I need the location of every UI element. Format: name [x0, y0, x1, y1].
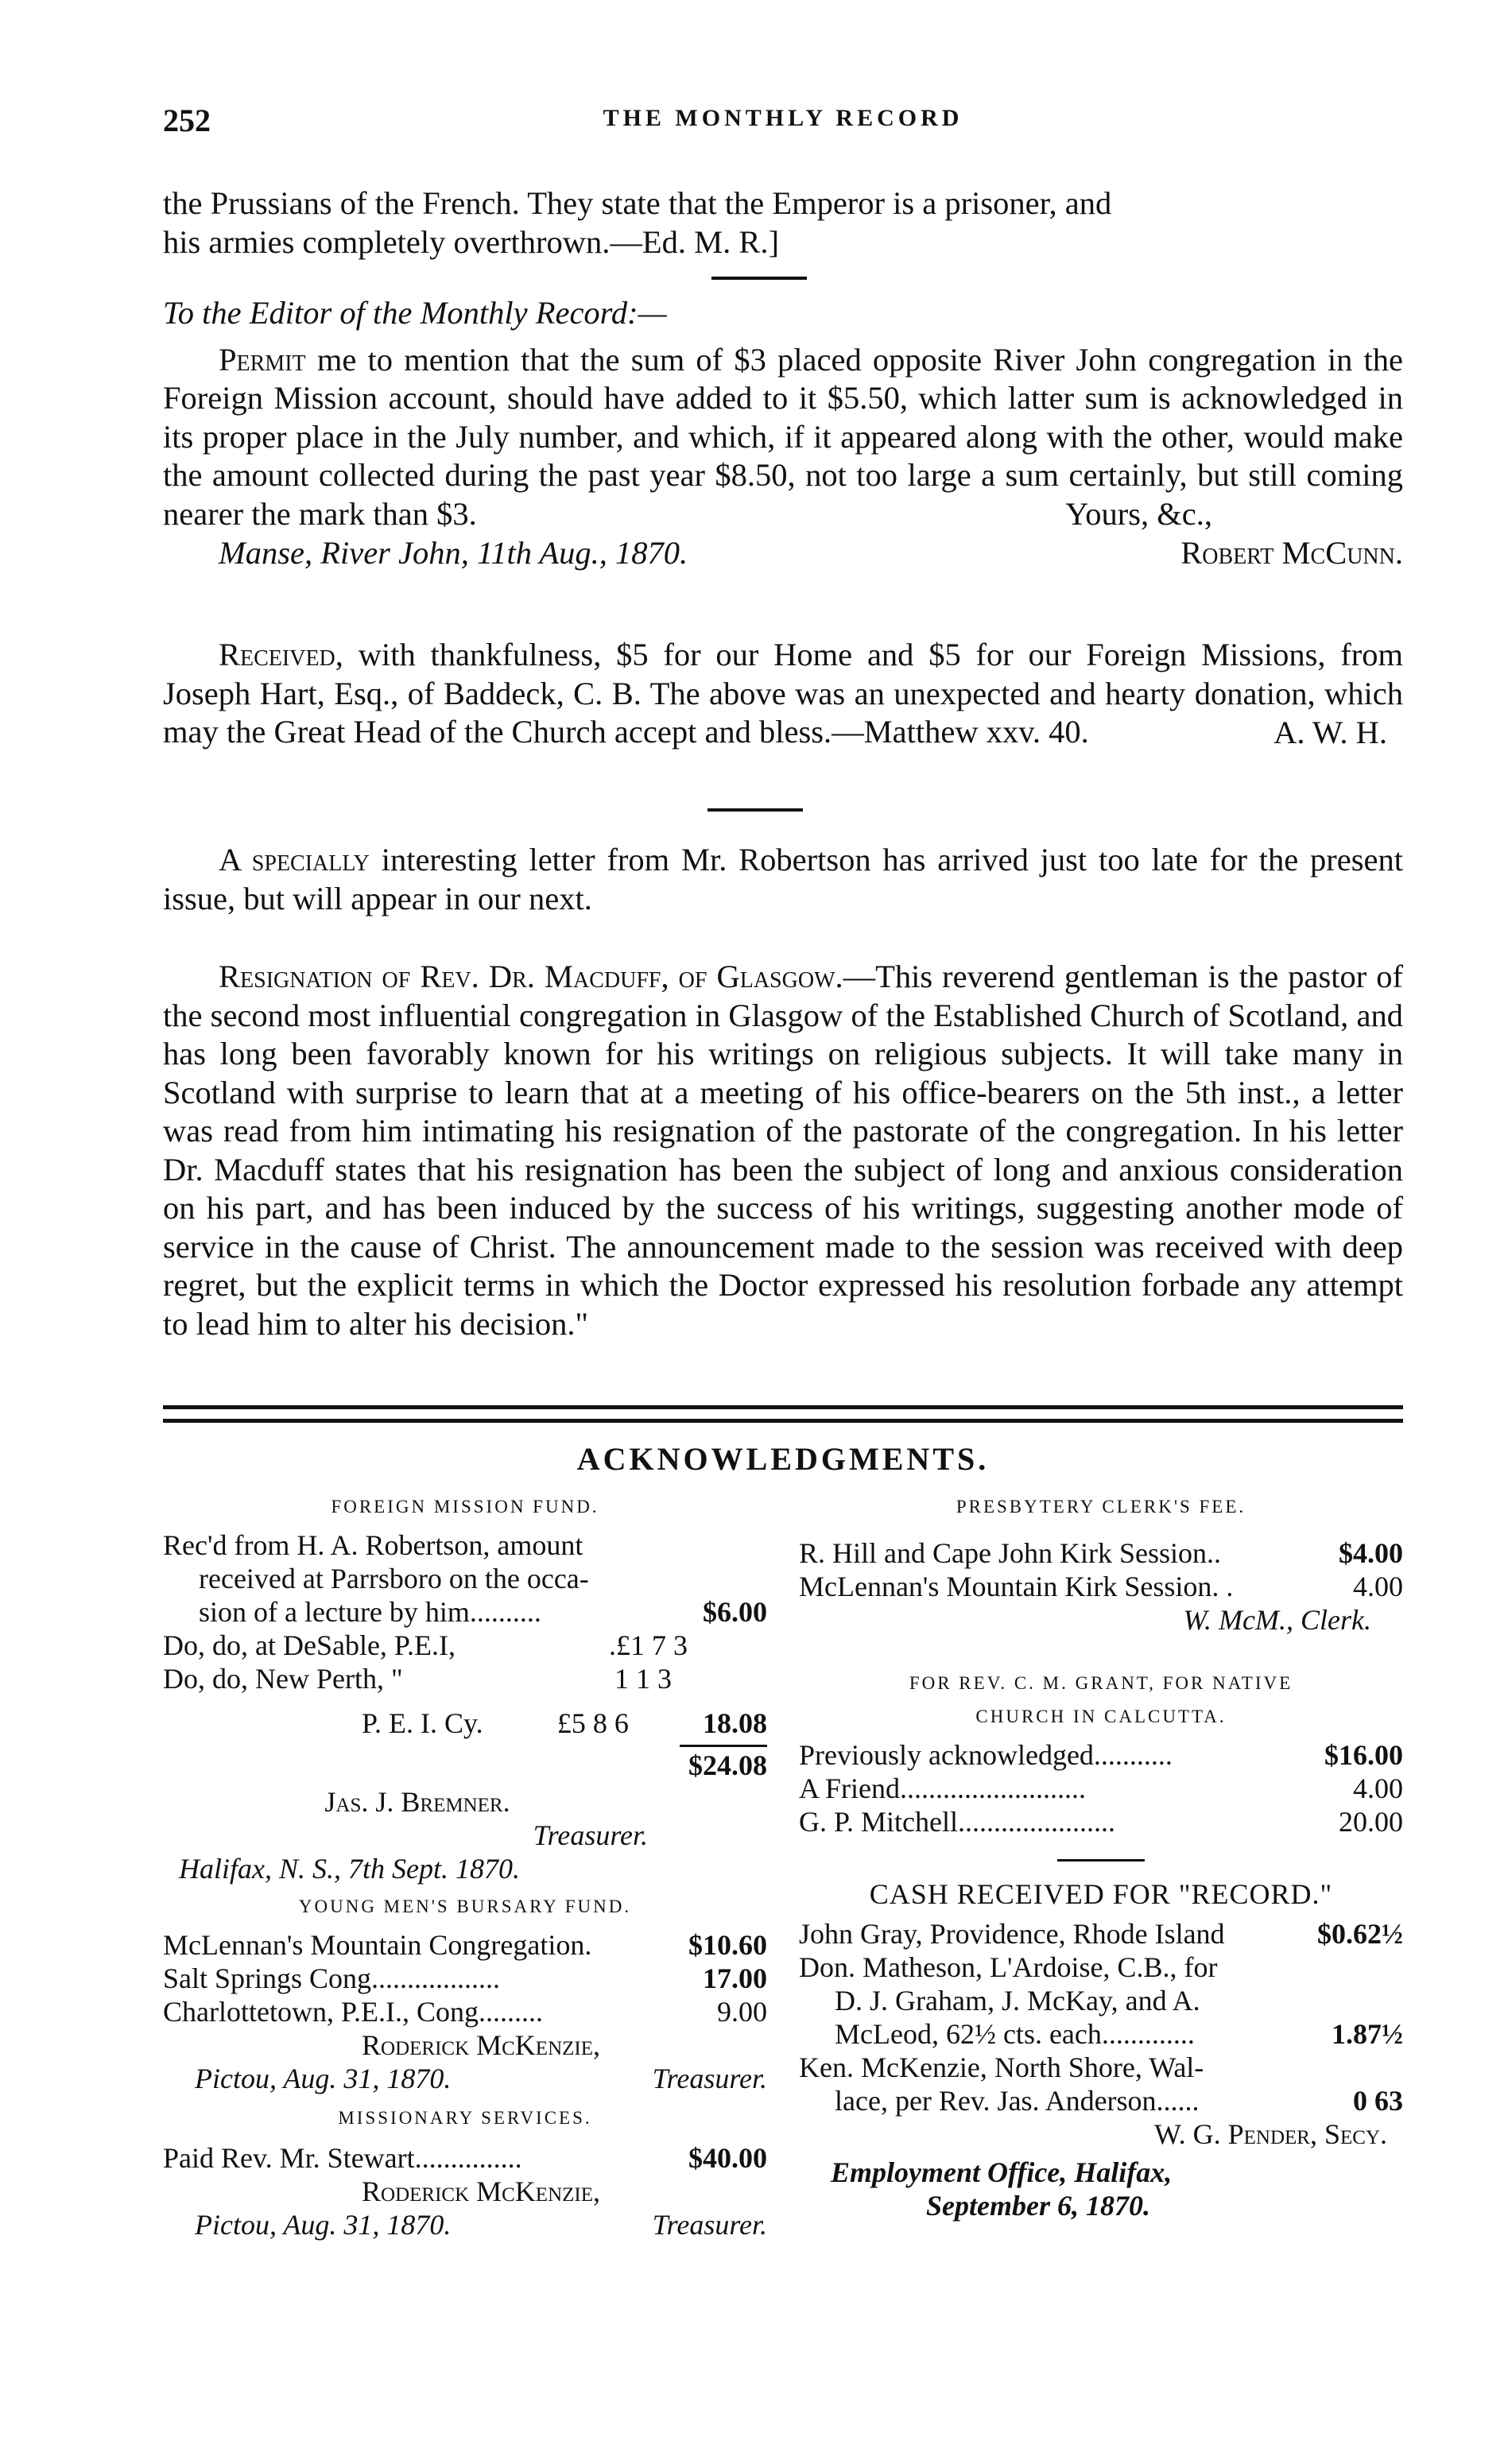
robertson-body — [163, 841, 1403, 918]
item-label: McLennan's Mountain Kirk Session. . — [799, 1571, 1234, 1602]
grant-heading: FOR REV. C. M. GRANT, FOR NATIVE — [909, 1673, 1293, 1693]
resignation-article — [163, 958, 1403, 1343]
foreign-mission-signer: Jas. J. Bremner. — [324, 1786, 510, 1818]
received-text: with thankfulness, $5 for our Home and $5 for our Foreign Missions, from Joseph Hart, Esq., of Baddeck, C. B. The above was an unexpected and hearty donation, which may the Great Head of the Church accept and bless.—Matthew xxv. 40. — [163, 637, 1404, 750]
item-amount: $10.60 — [688, 1929, 767, 1961]
journal-title: THE MONTHLY RECORD — [603, 105, 963, 131]
item-amount: 20.00 — [1339, 1806, 1403, 1838]
young-mens-place-date: Pictou, Aug. 31, 1870. — [195, 2063, 452, 2094]
ack-left-column — [163, 1490, 767, 2241]
item-label: lace, per Rev. Jas. Anderson...... — [835, 2085, 1200, 2117]
foreign-mission-total: $24.08 — [688, 1749, 767, 1781]
subtotal-label: P. E. I. Cy. — [362, 1707, 483, 1739]
item-label: A Friend.......................... — [799, 1772, 1087, 1804]
missionary-heading: MISSIONARY SERVICES. — [338, 2108, 592, 2128]
list-item — [799, 1772, 1403, 1805]
section-double-rule — [163, 1405, 1403, 1423]
foreign-mission-place-date: Halifax, N. S., 7th Sept. 1870. — [179, 1853, 520, 1885]
robertson-lead: A specially — [219, 842, 370, 878]
item-amount: 0 63 — [1353, 2085, 1403, 2117]
young-mens-heading: YOUNG MEN'S BURSARY FUND. — [298, 1896, 632, 1916]
letter-to-editor — [163, 294, 1403, 572]
item-amount: $16.00 — [1324, 1739, 1403, 1771]
presbytery-signer: W. McM., Clerk. — [1183, 1604, 1371, 1636]
letter-closing: Yours, &c., — [1065, 496, 1212, 532]
missionary-signer: Roderick McKenzie, — [362, 2175, 600, 2207]
item-amount: 1.87½ — [1332, 2018, 1403, 2050]
list-item — [799, 1570, 1403, 1603]
item-label: Don. Matheson, L'Ardoise, C.B., for — [799, 1951, 1218, 1983]
robertson-notice — [163, 841, 1403, 918]
intro-line-2: his armies completely overthrown.—Ed. M. R.] — [163, 223, 779, 260]
foreign-mission-entry-2 — [163, 1629, 688, 1662]
subtotal-pounds: £5 8 6 — [556, 1707, 629, 1739]
letter-lead: Permit — [219, 341, 306, 378]
entry-line: received at Parrsboro on the occa- — [199, 1563, 589, 1594]
foreign-mission-subtotal — [163, 1707, 767, 1740]
list-item — [799, 2084, 1403, 2117]
missionary-place-date: Pictou, Aug. 31, 1870. — [195, 2209, 452, 2241]
ack-right-column — [799, 1490, 1403, 2222]
entry-label: Do, do, at DeSable, P.E.I, — [163, 1629, 456, 1661]
young-mens-signer: Roderick McKenzie, — [362, 2029, 600, 2061]
received-notice — [163, 636, 1403, 752]
list-item — [799, 1917, 1403, 1951]
foreign-mission-heading: FOREIGN MISSION FUND. — [331, 1497, 599, 1517]
acknowledgments-title: ACKNOWLEDGMENTS. — [576, 1441, 990, 1477]
intro-continuation — [163, 184, 1403, 262]
entry-amount: .£1 7 3 — [609, 1629, 688, 1661]
cash-place: Employment Office, Halifax, — [831, 2156, 1173, 2188]
list-item — [799, 1805, 1403, 1838]
young-mens-signer-title: Treasurer. — [652, 2063, 767, 2094]
entry-amount: 1 1 3 — [614, 1663, 672, 1695]
item-label: Charlottetown, P.E.I., Cong......... — [163, 1996, 543, 2028]
received-signature: A. W. H. — [1273, 714, 1387, 750]
item-label: McLennan's Mountain Congregation. — [163, 1929, 592, 1961]
presbytery-heading: PRESBYTERY CLERK'S FEE. — [956, 1497, 1246, 1517]
cash-heading: CASH RECEIVED FOR "RECORD." — [869, 1878, 1333, 1910]
young-mens-signoff — [163, 2062, 767, 2095]
divider — [1057, 1859, 1145, 1862]
presbytery-list — [799, 1536, 1403, 1603]
list-item — [163, 1962, 767, 1995]
item-amount: $4.00 — [1339, 1537, 1403, 1569]
cash-date: September 6, 1870. — [926, 2190, 1150, 2222]
item-label: McLeod, 62½ cts. each............. — [835, 2018, 1195, 2050]
running-header — [163, 102, 1403, 149]
list-item — [799, 2017, 1403, 2051]
resignation-text: —This reverend gentleman is the pastor of the second most influential congregation in Glasgow of the Established Church of Scotland, and has long been favorably known for his writings on religious subjects. It will take many in Scotland with surprise to learn that at a meeting of his office-bearers on the 5th inst., a letter was read from him intimating his resignation of the pastorate of the congregation. In his letter Dr. Macduff states that his resignation has been the subject of long and anxious consideration on his part, and has been induced by the success of his writings, suggesting another mode of service in the cause of Christ. The announcement made to the session was received with deep regret, but the explicit terms in which the Doctor expressed his resolution forbade any attempt to lead him to alter his decision." — [163, 959, 1403, 1342]
missionary-signoff — [163, 2208, 767, 2241]
entry-line — [163, 1595, 767, 1629]
cash-list — [799, 1917, 1403, 2117]
item-label: Previously acknowledged........... — [799, 1739, 1173, 1771]
item-label: Ken. McKenzie, North Shore, Wal- — [799, 2051, 1204, 2083]
item-label: Salt Springs Cong.................. — [163, 1962, 501, 1994]
letter-salutation: To the Editor of the Monthly Record:— — [163, 295, 667, 331]
missionary-item — [163, 2141, 767, 2175]
grant-heading: CHURCH IN CALCUTTA. — [975, 1707, 1227, 1726]
item-label: Paid Rev. Mr. Stewart............... — [163, 2142, 522, 2174]
item-amount: 4.00 — [1353, 1772, 1403, 1804]
letter-place-date: Manse, River John, 11th Aug., 1870. — [219, 534, 688, 571]
intro-line-1: the Prussians of the French. They state that the Emperor is a prisoner, and — [163, 185, 1112, 221]
item-amount: $0.62½ — [1317, 1918, 1403, 1950]
entry-label: Do, do, New Perth, " — [163, 1663, 403, 1695]
cash-signer: W. G. Pender, Secy. — [1153, 2118, 1387, 2150]
subtotal-amount: 18.08 — [703, 1707, 767, 1739]
item-amount: 4.00 — [1353, 1571, 1403, 1602]
item-amount: $40.00 — [688, 2142, 767, 2174]
sum-rule — [680, 1745, 767, 1747]
entry-line: Rec'd from H. A. Robertson, amount — [163, 1529, 583, 1561]
young-mens-list — [163, 1928, 767, 2028]
missionary-signer-title: Treasurer. — [652, 2209, 767, 2241]
resignation-body — [163, 958, 1403, 1343]
foreign-mission-entry-1 — [163, 1528, 767, 1629]
letter-signature: Robert McCunn. — [1180, 534, 1403, 571]
letter-text: me to mention that the sum of $3 placed opposite River John congregation in the Foreign Mission account, should have added to it $5.50, which latter sum is acknowledged in its proper place in the July number, and which, if it appeared along with the other, would make the amount collected during the past year $8.50, not too large a sum certainly, but still coming nearer the mark than $3. — [163, 341, 1404, 532]
list-item — [163, 1928, 767, 1962]
list-item — [163, 1995, 767, 2028]
item-label: R. Hill and Cape John Kirk Session.. — [799, 1537, 1221, 1569]
received-lead: Received, — [219, 637, 343, 672]
item-label: John Gray, Providence, Rhode Island — [799, 1918, 1225, 1950]
foreign-mission-entry-3 — [163, 1662, 672, 1695]
letter-signoff — [163, 534, 1403, 573]
grant-list — [799, 1738, 1403, 1838]
resignation-heading: Resignation of Rev. Dr. Macduff, of Glasgow. — [219, 959, 843, 994]
item-amount: 17.00 — [703, 1962, 767, 1994]
robertson-text: interesting letter from Mr. Robertson has arrived just too late for the present issue, but will appear in our next. — [163, 842, 1403, 916]
page-number: 252 — [163, 103, 211, 138]
foreign-mission-signer-title: Treasurer. — [533, 1819, 648, 1851]
entry-amount: $6.00 — [703, 1596, 767, 1628]
item-label: G. P. Mitchell...................... — [799, 1806, 1116, 1838]
entry-label: sion of a lecture by him.......... — [199, 1596, 541, 1628]
list-item — [799, 1536, 1403, 1570]
divider — [707, 808, 803, 812]
item-amount: 9.00 — [717, 1996, 767, 2028]
item-label: D. J. Graham, J. McKay, and A. — [835, 1985, 1200, 2017]
list-item — [799, 1738, 1403, 1772]
divider — [711, 277, 807, 280]
